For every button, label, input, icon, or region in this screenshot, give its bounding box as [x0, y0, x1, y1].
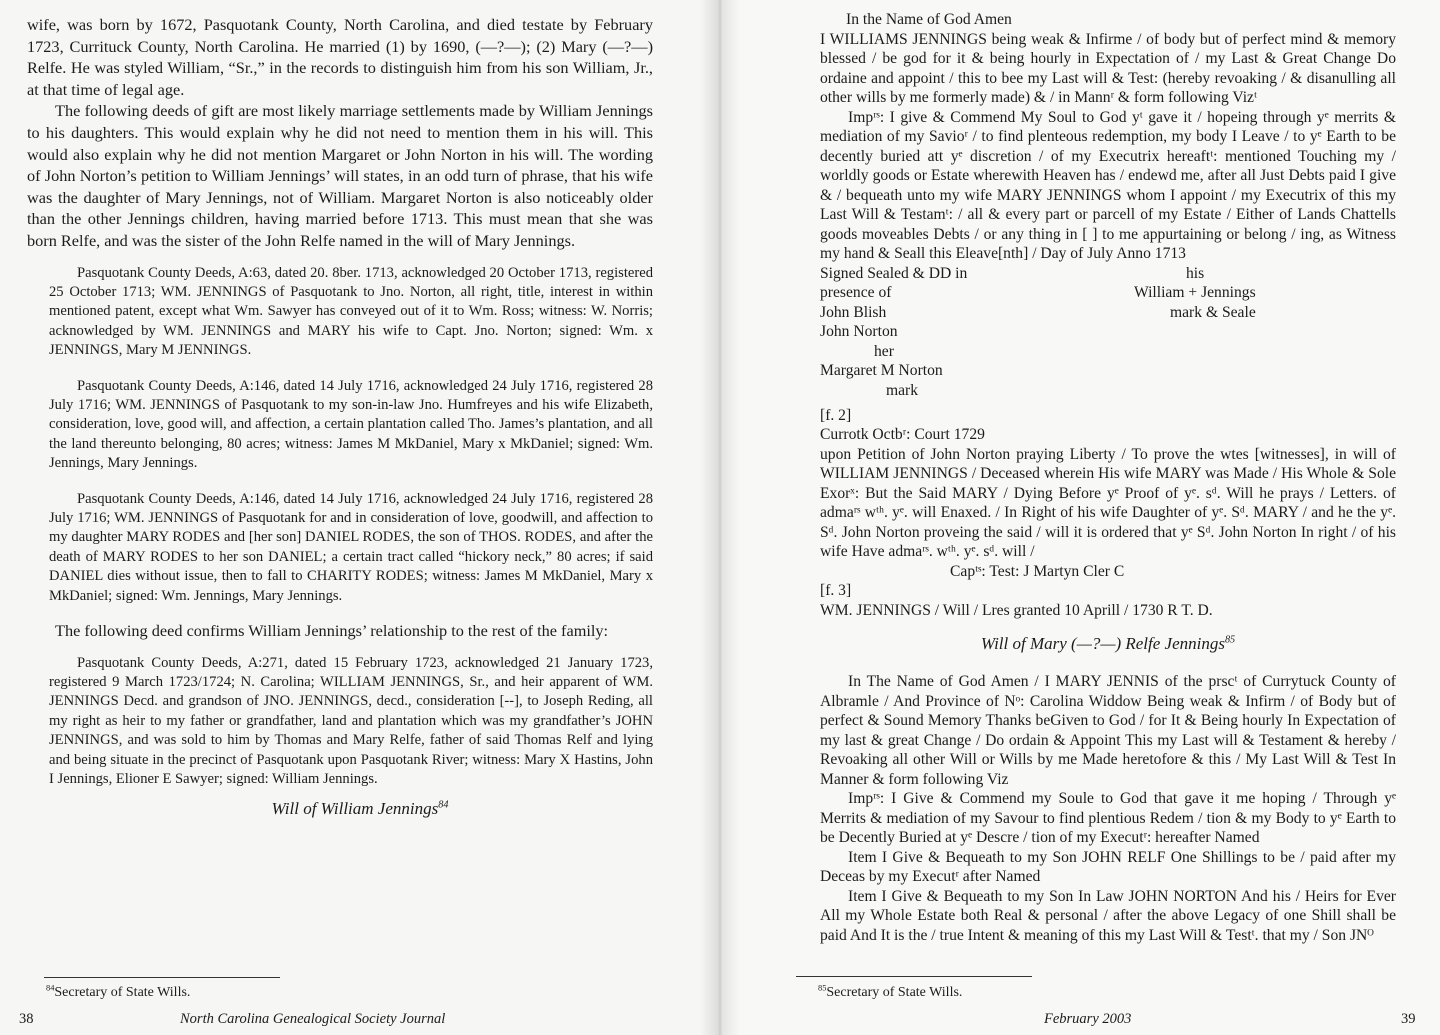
deed-1716-rodes: Pasquotank County Deeds, A:146, dated 14 July 1716, acknowledged 24 July 1716, registered 28 July 1716; WM. JENNINGS of Pasquotank for and in consideration of love, goodwill, and affection to my daughter MARY RODES and [her son] DANIEL RODES, the son of THOS. RODES, and after the death of MARY RODES to her son DANIEL; a certain tract called “hickory neck,” 80 acres; if said DANIEL dies without issue, then to fall to CHARITY RODES; witness: James M MkDaniel, Mary x MkDaniel; signed: Wm. Jennings, Mary Jennings.	[49, 490, 653, 604]
footnote-rule	[796, 976, 1032, 977]
deed-1713: Pasquotank County Deeds, A:63, dated 20. 8ber. 1713, acknowledged 20 October 1713, registered 25 October 1713; WM. JENNINGS of Pasquotank to Jno. Norton, all right, title, interest in within mentioned patent, except what Wm. Sawyer has conveyed out of it to Wm. Ross; witness: W. Norris; acknowledged by WM. JENNINGS and MARY his wife to Capt. Jno. Norton; signed: Wm. x JENNINGS, Mary M JENNINGS.	[49, 264, 653, 359]
footnote	[818, 985, 962, 1001]
norton-petition: upon Petition of John Norton praying Liberty / To prove the wtes [witnesses], in will of WILLIAM JENNINGS / Deceased wherein His wife MARY was Made / His Whole & Sole Exorˣ: But the Said MARY / Dying Before yᵉ Proof of yᵉ. sᵈ. Will he prays / Letters. of admaʳˢ wᵗʰ. yᵉ. will Enaxed. / In Right of his wife Daughter of yᵉ. Sᵈ. MARY / and he the yᵉ. Sᵈ. John Norton proveing the said / will it is ordered that yᵉ Sᵈ. John Norton In right / of his wife Have admaʳˢ. wᵗʰ. yᵉ. sᵈ. will /	[820, 445, 1396, 560]
witness-john-norton: John Norton	[820, 323, 898, 340]
signature-block	[820, 264, 1396, 402]
folio-2: [f. 2]	[820, 406, 852, 424]
mary-will-preamble: In The Name of God Amen / I MARY JENNIS of the prscᵗ of Currytuck County of Albramle / And Province of Nᵒ: Carolina Widdow Being weak & Infirm / of Body but of perfect & Sound Memory Thanks beGiven to God / for It & Being hourly In Expectation of my last & great Change / Do ordain & Appoint This my Last will & Testament & hereby / Revoaking all other Will or Wills by me Made heretofore & this / My Last Will & Test In Manner & form following Viz	[820, 673, 1396, 788]
section-title-william	[67, 799, 653, 819]
william-will-bequest: Impʳˢ: I give & Commend My Soul to God yᵗ gave it / hopeing through yᵉ merrits & mediation of my Savioʳ / to find plenteous redemption, my body I Leave / to yᵉ Earth to be decently buried att yᵉ discretion / of my Executrix hereaftᵗ: mentioned Touching my / worldly goods or Estate wherewith Heaven has / endewd me, after all Just Debts paid I give & / bequeath unto my wife MARY JENNINGS whom I appoint / my Executrix of this my Last Will & Testamᵗ: / all & every part or parcell of my Estate / Either of Lands Chattells goods moveables Debts / or any thing in [ ] to me appurtaining or belong / ing, as Witness my hand & Seall this Eleave[nth] / Day of July Anno 1713	[820, 108, 1396, 262]
presence-of: presence of	[820, 284, 892, 301]
mark-and-seale: mark & Seale	[1170, 303, 1256, 321]
william-will-preamble: I WILLIAMS JENNINGS being weak & Infirme / of body but of perfect mind & memory blessed / be god for it & being hourly in Expectation of / my Last & Great Change Do ordaine and appoint / this to bee my Last will & Test: (hereby revoaking / & disanulling all other wills by me formerly made) & / in Mannʳ & form following Vizᵗ	[820, 30, 1396, 106]
section-title-mary	[820, 634, 1396, 654]
intro-paragraph: wife, was born by 1672, Pasquotank County, North Carolina, and died testate by February 1723, Currituck County, North Carolina. He married (1) by 1690, (—?—); (2) Mary (—?—) Relfe. He was styled William, “Sr.,” in the records to distinguish him from his son William, Jr., at that time of legal age.	[27, 15, 653, 99]
her-label: her	[874, 342, 894, 360]
page-number: 39	[1401, 1011, 1416, 1027]
right-column	[820, 10, 1396, 945]
right-page	[718, 0, 1440, 1035]
footnote-number: 85	[818, 983, 827, 993]
will-opening: In the Name of God Amen	[846, 11, 1012, 28]
page-number: 38	[19, 1011, 34, 1027]
footnote-ref: 85	[1224, 634, 1236, 646]
letters-granted: WM. JENNINGS / Will / Lres granted 10 Aprill / 1730 R T. D.	[820, 601, 1213, 619]
witness-john-blish: John Blish	[820, 303, 887, 321]
signed-sealed: Signed Sealed & DD in	[820, 264, 968, 282]
deed-1716-humfreyes: Pasquotank County Deeds, A:146, dated 14 July 1716, acknowledged 24 July 1716, registered 28 July 1716; WM. JENNINGS of Pasquotank to my son-in-law Jno. Humfreyes and his wife Elizabeth, consideration, love, good will, and affection, a certain plantation called Tho. James’s plantation, and all the land thereunto belonging, 80 acres; witness: James M MkDaniel, Mary x MkDaniel; signed: Wm. Jennings, Mary Jennings.	[49, 377, 653, 472]
footnote	[46, 985, 190, 1001]
folio-3: [f. 3]	[820, 582, 852, 599]
issue-date: February 2003	[1044, 1011, 1132, 1027]
mary-will-soul: Impʳˢ: I Give & Commend my Soule to God that gave it me hoping / Through yᵉ Merrits & mediation of my Savour to find plentious Redem / tion & my Body to yᵉ Earth to be Decently Buried at yᵉ Descre / tion of my Executʳ: hereafter Named	[820, 790, 1396, 846]
test-line: Capᵗˢ: Test: J Martyn Cler C	[950, 562, 1125, 580]
his-label: his	[1186, 264, 1205, 282]
section-title-text: Will of William Jennings	[271, 799, 439, 819]
court-line: Currotk Octbʳ: Court 1729	[820, 426, 985, 443]
left-page	[0, 0, 718, 1035]
footnote-text: Secretary of State Wills.	[826, 985, 963, 1000]
journal-name: North Carolina Genealogical Society Journal	[180, 1011, 446, 1027]
footnote-ref: 84	[438, 799, 449, 811]
section-title-text: Will of Mary (—?—) Relfe Jennings	[980, 634, 1225, 653]
witness-margaret-norton: Margaret M Norton	[820, 362, 943, 379]
mary-will-item-norton: Item I Give & Bequeath to my Son In Law JOHN NORTON And his / Heirs for Ever All my Whole Estate both Real & personal / after the above Legacy of one Shill shall be paid And It is the / true Intent & meaning of this my Last Will & Testᵗ. that my / Son JNᴼ	[820, 887, 1396, 944]
following-deed-intro: The following deed confirms William Jennings’ relationship to the rest of the family:	[55, 621, 609, 641]
footnote-text: Secretary of State Wills.	[54, 985, 191, 1000]
deed-1723: Pasquotank County Deeds, A:271, dated 15 February 1723, acknowledged 21 January 1723, registered 9 March 1723/1724; N. Carolina; WILLIAM JENNINGS, Sr., and heir apparent of WM. JENNINGS Decd. and grandson of JNO. JENNINGS, decd., consideration [--], to Joseph Reding, all my right as heir to my father or grandfather, land and plantation which was my grandfather’s JOHN JENNINGS, and was sold to him by Thomas and Mary Relfe, father of said Thomas Relf and lying and being situate in the precinct of Pasquotank upon Pasquotank River; witness: Mary X Hastins, John I Jennings, Elioner E Sawyer; signed: William Jennings.	[49, 654, 653, 788]
mary-will-item-relf: Item I Give & Bequeath to my Son JOHN RELF One Shillings to be / paid after my Deceas by my Executʳ after Named	[820, 848, 1396, 885]
mark-label: mark	[886, 381, 919, 399]
footnote-rule	[44, 977, 280, 978]
analysis-paragraph: The following deeds of gift are most likely marriage settlements made by William Jennings to his daughters. This would explain why he did not need to mention them in his will. This would also explain why he did not mention Margaret or John Norton in his will. The wording of John Norton’s petition to William Jennings’ will states, in an odd turn of phrase, that his wife was the daughter of Mary Jennings, not of William. Margaret Norton is also noticeably older than the other Jennings children, having married before 1713. This must mean that she was born Relfe, and was the sister of the John Relfe named in the will of Mary Jennings.	[27, 101, 653, 250]
testator-signature: William + Jennings	[1134, 284, 1256, 301]
left-column	[27, 14, 653, 819]
footnote-number: 84	[46, 983, 55, 993]
